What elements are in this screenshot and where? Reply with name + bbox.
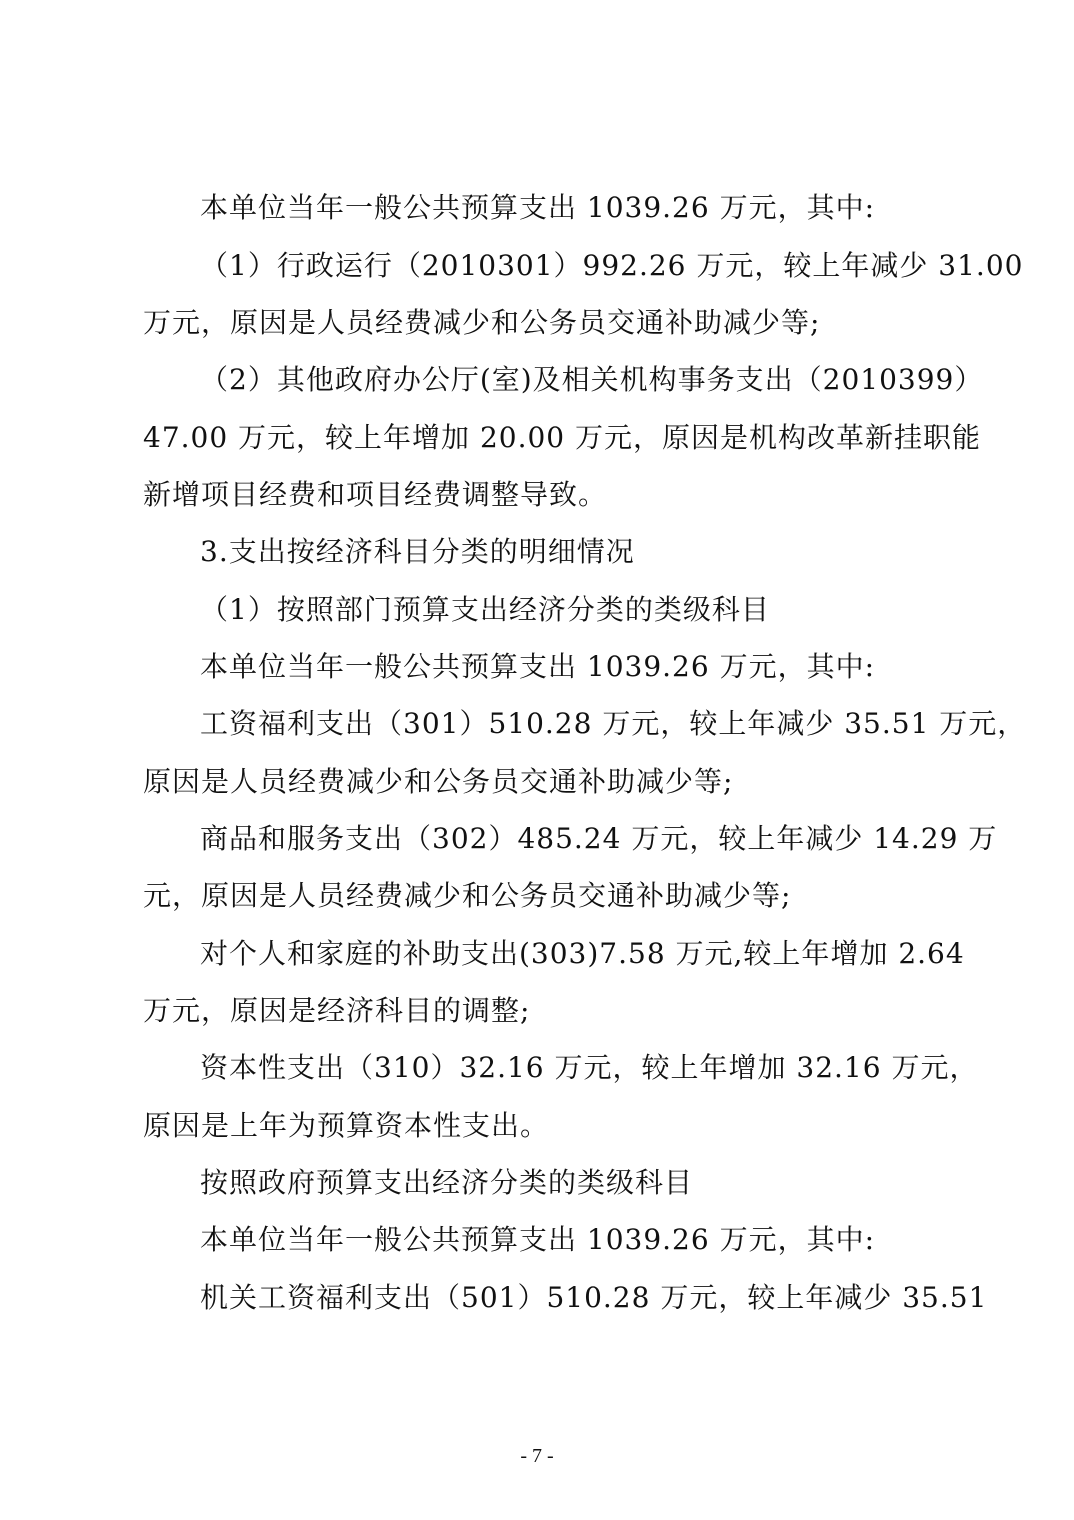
paragraph-line: 万元，原因是经济科目的调整; — [143, 994, 531, 1027]
subsection-heading: （1）按照部门预算支出经济分类的类级科目 — [200, 593, 770, 626]
paragraph-line: （2）其他政府办公厅(室)及相关机构事务支出（2010399） — [200, 363, 984, 396]
paragraph-line: 本单位当年一般公共预算支出 1039.26 万元，其中: — [200, 191, 876, 224]
paragraph-line: 新增项目经费和项目经费调整导致。 — [143, 478, 608, 511]
paragraph-line: 机关工资福利支出（501）510.28 万元，较上年减少 35.51 — [200, 1281, 988, 1314]
paragraph-line: 本单位当年一般公共预算支出 1039.26 万元，其中: — [200, 650, 876, 683]
page-number: - 7 - — [520, 1445, 554, 1467]
paragraph-line: 工资福利支出（301）510.28 万元，较上年减少 35.51 万元， — [200, 707, 1027, 740]
paragraph-line: 万元，原因是人员经费减少和公务员交通补助减少等; — [143, 306, 821, 339]
paragraph-line: 对个人和家庭的补助支出(303)7.58 万元,较上年增加 2.64 — [200, 937, 965, 970]
paragraph-line: 资本性支出（310）32.16 万元，较上年增加 32.16 万元， — [200, 1051, 979, 1084]
paragraph-line: 元，原因是人员经费减少和公务员交通补助减少等; — [143, 879, 792, 912]
section-heading: 3.支出按经济科目分类的明细情况 — [200, 535, 635, 568]
subsection-heading: 按照政府预算支出经济分类的类级科目 — [200, 1166, 694, 1199]
paragraph-line: 商品和服务支出（302）485.24 万元，较上年减少 14.29 万 — [200, 822, 998, 855]
paragraph-line: （1）行政运行（2010301）992.26 万元，较上年减少 31.00 — [200, 249, 1024, 282]
paragraph-line: 本单位当年一般公共预算支出 1039.26 万元，其中: — [200, 1223, 876, 1256]
paragraph-line: 47.00 万元，较上年增加 20.00 万元，原因是机构改革新挂职能 — [143, 421, 982, 454]
paragraph-line: 原因是上年为预算资本性支出。 — [143, 1109, 550, 1142]
paragraph-line: 原因是人员经费减少和公务员交通补助减少等; — [143, 765, 734, 798]
